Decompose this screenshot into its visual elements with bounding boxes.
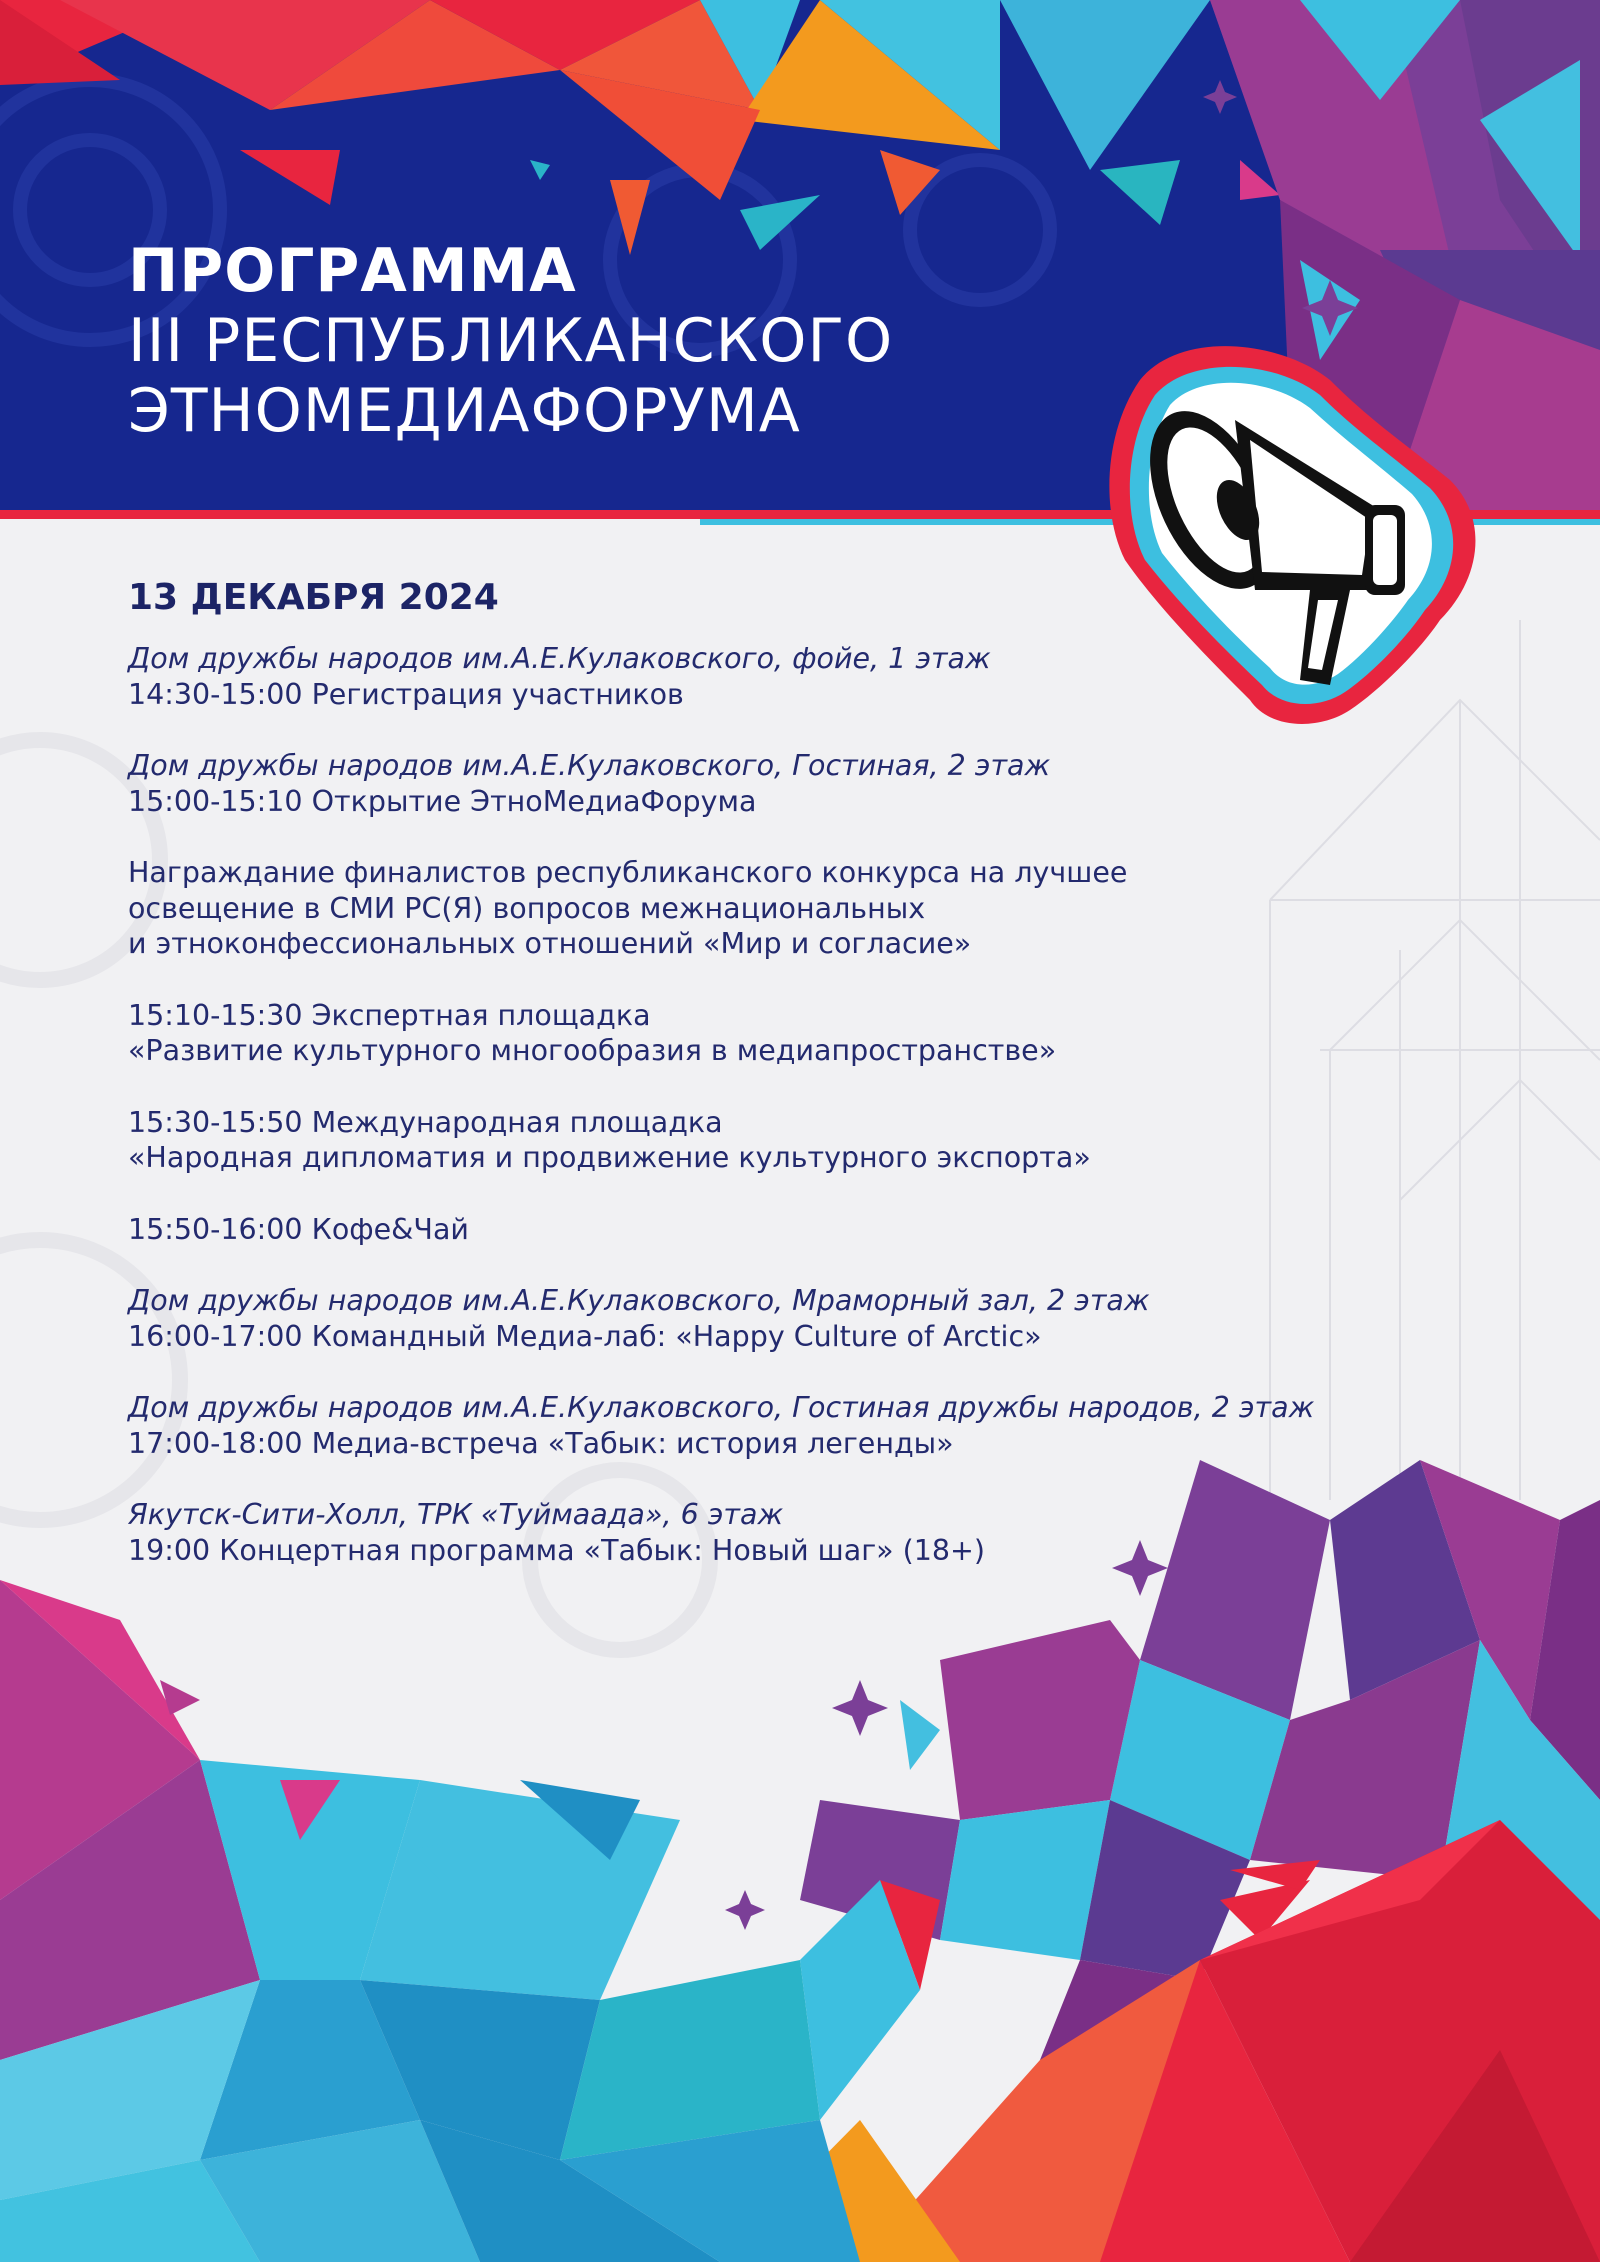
- schedule-line: 17:00-18:00 Медиа-встреча «Табык: история легенды»: [128, 1426, 954, 1460]
- title-line-2: III РЕСПУБЛИКАНСКОГО: [128, 306, 894, 376]
- page-title: [128, 236, 893, 446]
- schedule-line: Награждание финалистов республиканского конкурса на лучшее: [128, 856, 1128, 889]
- schedule-line: и этноконфессиональных отношений «Мир и согласие»: [128, 927, 972, 960]
- schedule-line: 15:00-15:10 Открытие ЭтноМедиаФорума: [128, 784, 757, 818]
- schedule-item: [128, 855, 1458, 962]
- schedule-line: 15:30-15:50 Международная площадка: [128, 1105, 723, 1139]
- venue: Дом дружбы народов им.А.Е.Кулаковского, Гостиная, 2 этаж: [128, 749, 1051, 782]
- venue: Якутск-Сити-Холл, ТРК «Туймаада», 6 этаж: [128, 1498, 784, 1531]
- schedule-line: 14:30-15:00 Регистрация участников: [128, 677, 684, 711]
- schedule-line: 15:50-16:00 Кофе&Чай: [128, 1212, 469, 1246]
- schedule-item: [128, 641, 1458, 712]
- schedule-item: [128, 1212, 1458, 1248]
- schedule-line: «Народная дипломатия и продвижение культурного экспорта»: [128, 1141, 1091, 1174]
- schedule-item: [128, 748, 1458, 819]
- schedule-item: [128, 1283, 1458, 1354]
- bottom-left-shapes: [0, 1580, 920, 2262]
- schedule-item: [128, 1497, 1458, 1568]
- schedule-line: «Развитие культурного многообразия в медиапространстве»: [128, 1034, 1057, 1067]
- schedule-item: [128, 1105, 1458, 1176]
- venue: Дом дружбы народов им.А.Е.Кулаковского, Мраморный зал, 2 этаж: [128, 1284, 1150, 1317]
- schedule-line: 19:00 Концертная программа «Табык: Новый шаг» (18+): [128, 1533, 986, 1567]
- event-date: 13 ДЕКАБРЯ 2024: [128, 577, 499, 618]
- program-content: [128, 573, 1458, 1604]
- schedule-line: 15:10-15:30 Экспертная площадка: [128, 998, 651, 1032]
- schedule-item: [128, 998, 1458, 1069]
- schedule-line: 16:00-17:00 Командный Медиа-лаб: «Happy Culture of Arctic»: [128, 1319, 1042, 1353]
- venue: Дом дружбы народов им.А.Е.Кулаковского, Гостиная дружбы народов, 2 этаж: [128, 1391, 1315, 1424]
- schedule-item: [128, 1390, 1458, 1461]
- title-line-3: ЭТНОМЕДИАФОРУМА: [128, 376, 801, 446]
- schedule-line: освещение в СМИ РС(Я) вопросов межнациональных: [128, 891, 926, 925]
- venue: Дом дружбы народов им.А.Е.Кулаковского, фойе, 1 этаж: [128, 642, 991, 675]
- title-line-1: ПРОГРАММА: [128, 236, 577, 306]
